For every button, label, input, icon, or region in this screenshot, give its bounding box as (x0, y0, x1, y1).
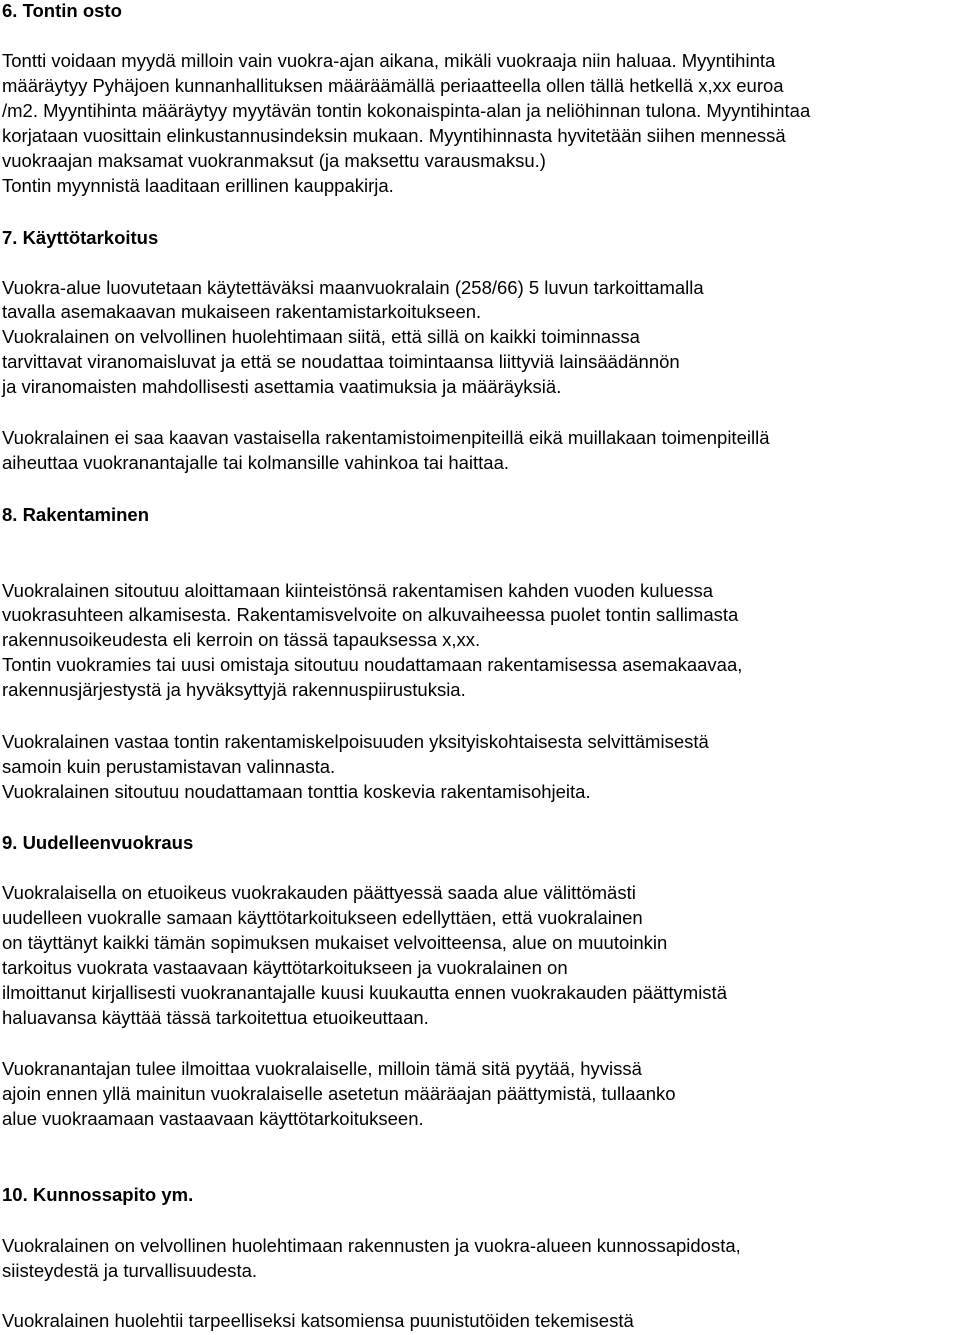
heading-kunnossapito: 10. Kunnossapito ym. (2, 1184, 194, 1205)
paragraph-line: Vuokralainen sitoutuu noudattamaan tonttia koskevia rakentamisohjeita. (2, 781, 591, 802)
paragraph-line: Vuokralainen on velvollinen huolehtimaan rakennusten ja vuokra-alueen kunnossapidosta, (2, 1235, 741, 1256)
paragraph-line: korjataan vuosittain elinkustannusindeksin mukaan. Myyntihinnasta hyvitetään siihen mennessä (2, 125, 786, 146)
paragraph-line: Tontin myynnistä laaditaan erillinen kauppakirja. (2, 175, 394, 196)
paragraph-line: uudelleen vuokralle samaan käyttötarkoitukseen edellyttäen, että vuokralainen (2, 907, 643, 928)
paragraph-line: Vuokralainen sitoutuu aloittamaan kiinteistönsä rakentamisen kahden vuoden kuluessa (2, 580, 713, 601)
paragraph-line: ajoin ennen yllä mainitun vuokralaiselle asetetun määräajan päättymistä, tullaanko (2, 1083, 676, 1104)
paragraph-line: Tontti voidaan myydä milloin vain vuokra-ajan aikana, mikäli vuokraaja niin haluaa. Myyntihinta (2, 50, 776, 71)
paragraph-line: Vuokralainen on velvollinen huolehtimaan siitä, että sillä on kaikki toiminnassa (2, 326, 640, 347)
paragraph-line: tavalla asemakaavan mukaiseen rakentamistarkoitukseen. (2, 301, 482, 322)
paragraph-line: ilmoittanut kirjallisesti vuokranantajalle kuusi kuukautta ennen vuokrakauden päättymistä (2, 982, 727, 1003)
paragraph-line: samoin kuin perustamistavan valinnasta. (2, 756, 336, 777)
paragraph-line: /m2. Myyntihinta määräytyy myytävän tontin kokonaispinta-alan ja neliöhinnan tulona. Myyntihintaa (2, 100, 811, 121)
paragraph-line: tarvittavat viranomaisluvat ja että se noudattaa toimintaansa liittyviä lainsäädännön (2, 351, 680, 372)
paragraph-line: aiheuttaa vuokranantajalle tai kolmansille vahinkoa tai haittaa. (2, 452, 510, 473)
paragraph-line: tarkoitus vuokrata vastaavaan käyttötarkoitukseen ja vuokralainen on (2, 957, 568, 978)
heading-uudelleenvuokraus: 9. Uudelleenvuokraus (2, 832, 194, 853)
paragraph-line: alue vuokraamaan vastaavaan käyttötarkoitukseen. (2, 1108, 424, 1129)
paragraph-line: Vuokra-alue luovutetaan käytettäväksi maanvuokralain (258/66) 5 luvun tarkoittamalla (2, 277, 704, 298)
paragraph-line: määräytyy Pyhäjoen kunnanhallituksen määräämällä periaatteella ollen tällä hetkellä x,xx euroa (2, 75, 784, 96)
paragraph-line: Vuokralainen huolehtii tarpeelliseksi katsomiensa puunistutöiden tekemisestä (2, 1310, 634, 1331)
paragraph-line: siisteydestä ja turvallisuudesta. (2, 1260, 258, 1281)
paragraph-line: rakennusoikeudesta eli kerroin on tässä tapauksessa x,xx. (2, 629, 481, 650)
paragraph-line: rakennusjärjestystä ja hyväksyttyjä rakennuspiirustuksia. (2, 679, 466, 700)
paragraph-line: on täyttänyt kaikki tämän sopimuksen mukaiset velvoitteensa, alue on muutoinkin (2, 932, 668, 953)
paragraph-line: vuokraajan maksamat vuokranmaksut (ja maksettu varausmaksu.) (2, 150, 546, 171)
paragraph-line: ja viranomaisten mahdollisesti asettamia vaatimuksia ja määräyksiä. (2, 376, 562, 397)
heading-kayttotarkoitus: 7. Käyttötarkoitus (2, 227, 159, 248)
paragraph-line: Vuokralainen vastaa tontin rakentamiskelpoisuuden yksityiskohtaisesta selvittämisestä (2, 731, 709, 752)
paragraph-line: Vuokranantajan tulee ilmoittaa vuokralaiselle, milloin tämä sitä pyytää, hyvissä (2, 1058, 642, 1079)
paragraph-line: vuokrasuhteen alkamisesta. Rakentamisvelvoite on alkuvaiheessa puolet tontin sallimasta (2, 604, 739, 625)
paragraph-line: Tontin vuokramies tai uusi omistaja sitoutuu noudattamaan rakentamisessa asemakaavaa, (2, 654, 743, 675)
paragraph-line: Vuokralaisella on etuoikeus vuokrakauden päättyessä saada alue välittömästi (2, 882, 636, 903)
paragraph-line: haluavansa käyttää tässä tarkoitettua etuoikeuttaan. (2, 1007, 429, 1028)
heading-tontin-osto: 6. Tontin osto (2, 0, 122, 21)
heading-rakentaminen: 8. Rakentaminen (2, 504, 150, 525)
paragraph-line: Vuokralainen ei saa kaavan vastaisella rakentamistoimenpiteillä eikä muillakaan toimenpiteillä (2, 427, 770, 448)
